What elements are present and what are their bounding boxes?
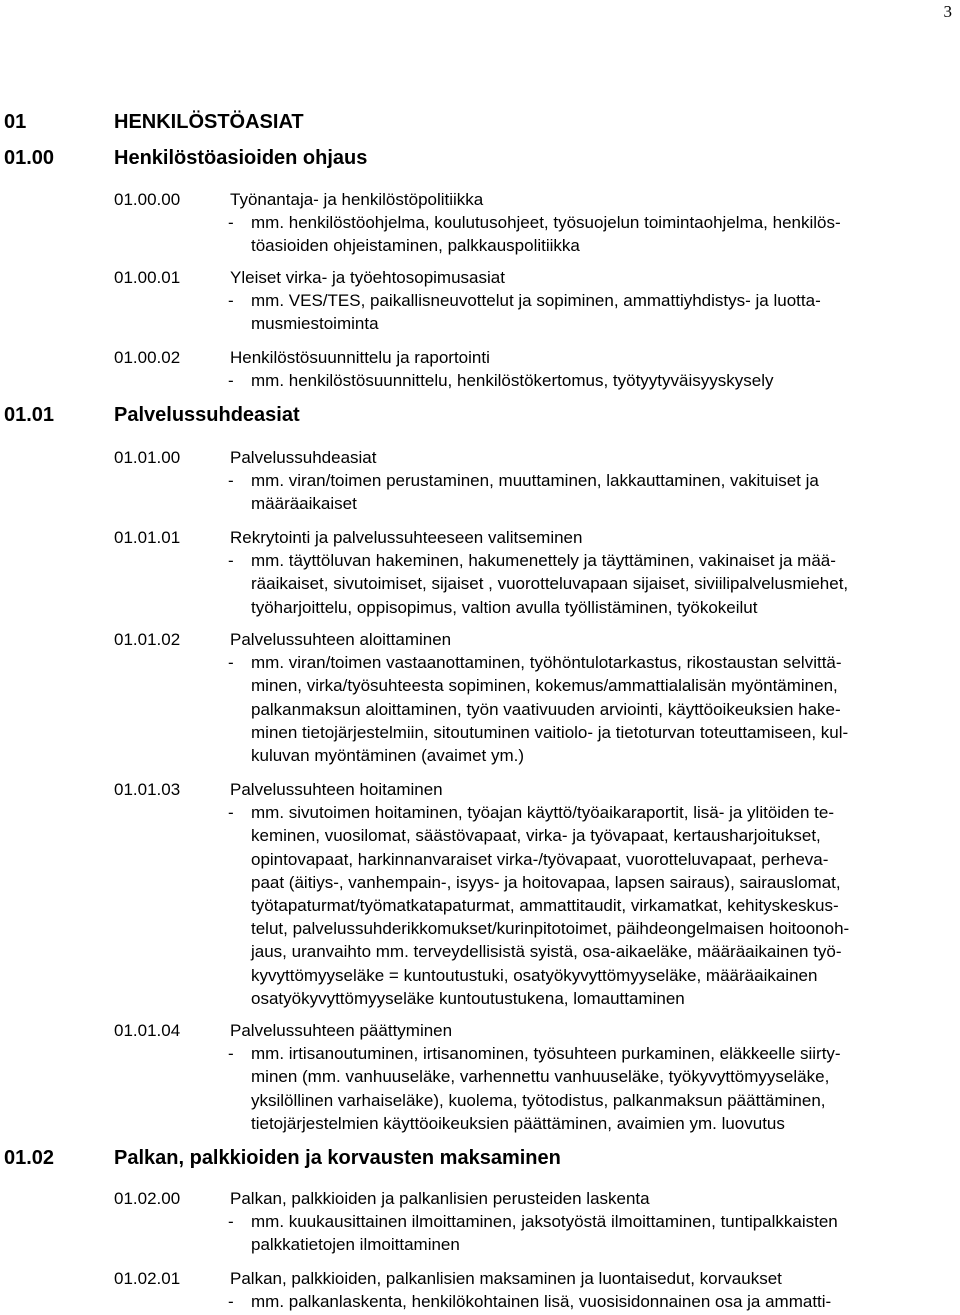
subsection-title: Palvelussuhdeasiat	[114, 404, 300, 426]
entry-title: Rekrytointi ja palvelussuhteeseen valitseminen	[230, 528, 583, 547]
dash: -	[228, 213, 234, 233]
record-entry	[114, 346, 954, 392]
description-line: mm. VES/TES, paikallisneuvottelut ja sopiminen, ammattiyhdistys- ja luotta-	[251, 291, 821, 311]
description-line: minen (mm. vanhuuseläke, varhennettu vanhuuseläke, työkyvyttömyyseläke,	[251, 1067, 830, 1087]
dash: -	[228, 551, 234, 571]
subsection-title: Palkan, palkkioiden ja korvausten maksaminen	[114, 1147, 561, 1169]
entry-code: 01.01.01	[114, 528, 181, 547]
dash: -	[228, 471, 234, 491]
description-line: mm. henkilöstösuunnittelu, henkilöstökertomus, työtyytyväisyyskysely	[251, 371, 774, 391]
description-line: mm. palkanlaskenta, henkilökohtainen lisä, vuosisidonnainen osa ja ammatti-	[251, 1292, 832, 1312]
record-entry	[114, 628, 954, 767]
subsection-code: 01.00	[4, 147, 55, 169]
record-entry	[114, 778, 954, 1010]
description-line: telut, palvelussuhderikkomukset/kurinpitotoimet, päihdeongelmaisen hoitoonoh-	[251, 919, 850, 939]
entry-code: 01.01.04	[114, 1021, 181, 1040]
dash: -	[228, 653, 234, 673]
description-line: minen tietojärjestelmiin, sitoutuminen vaitiolo- ja tietoturvan toteuttamiseen, kul-	[251, 722, 849, 742]
dash: -	[228, 1212, 234, 1232]
entry-description	[114, 651, 954, 767]
section-heading	[4, 110, 304, 134]
entry-description	[114, 469, 954, 515]
record-entry	[114, 1267, 954, 1313]
entry-code: 01.02.01	[114, 1269, 181, 1288]
entry-code: 01.00.00	[114, 190, 181, 209]
record-entry	[114, 1019, 954, 1135]
description-line: räaikaiset, sivutoimiset, sijaiset , vuorotteluvapaan sijaiset, siviilipalvelusmiehet,	[251, 574, 849, 594]
entry-description	[114, 801, 954, 1010]
record-entry	[114, 188, 954, 258]
entry-code: 01.01.03	[114, 780, 181, 799]
entry-code: 01.02.00	[114, 1189, 181, 1208]
entry-code: 01.01.00	[114, 448, 181, 467]
description-line: mm. viran/toimen perustaminen, muuttaminen, lakkauttaminen, vakituiset ja	[251, 471, 819, 491]
description-line: paat (äitiys-, vanhempain-, isyys- ja hoitovapaa, lapsen sairaus), sairauslomat,	[251, 872, 841, 892]
description-line: mm. täyttöluvan hakeminen, hakumenettely ja täyttäminen, vakinaiset ja mää-	[251, 551, 836, 571]
entry-title: Yleiset virka- ja työehtosopimusasiat	[230, 268, 505, 287]
subsection-code: 01.02	[4, 1147, 55, 1169]
section-code: 01	[4, 111, 27, 133]
entry-description	[114, 289, 954, 335]
description-line: mm. kuukausittainen ilmoittaminen, jaksotyöstä ilmoittaminen, tuntipalkkaisten	[251, 1212, 838, 1232]
entry-code: 01.01.02	[114, 630, 181, 649]
subsection-code: 01.01	[4, 404, 55, 426]
entry-title: Palvelussuhdeasiat	[230, 448, 377, 467]
subsection-heading	[4, 146, 367, 170]
entry-title: Palvelussuhteen hoitaminen	[230, 780, 443, 799]
description-line: mm. sivutoimen hoitaminen, työajan käyttö/työaikaraportit, lisä- ja ylitöiden te-	[251, 803, 834, 823]
dash: -	[228, 1044, 234, 1064]
entry-title: Palkan, palkkioiden, palkanlisien maksaminen ja luontaisedut, korvaukset	[230, 1269, 782, 1288]
entry-code: 01.00.01	[114, 268, 181, 287]
subsection-heading	[4, 1146, 561, 1170]
description-line: työtapaturmat/työmatkatapaturmat, ammattitaudit, virkamatkat, kehityskeskus-	[251, 896, 839, 916]
record-entry	[114, 1187, 954, 1257]
description-line: määräaikaiset	[251, 494, 357, 514]
entry-title: Palvelussuhteen päättyminen	[230, 1021, 453, 1040]
page-number: 3	[943, 2, 952, 21]
description-line: keminen, vuosilomat, säästövapaat, virka- ja työvapaat, kertausharjoitukset,	[251, 826, 821, 846]
description-line: mm. viran/toimen vastaanottaminen, työhöntulotarkastus, rikostaustan selvittä-	[251, 653, 842, 673]
dash: -	[228, 371, 234, 391]
entry-description	[114, 369, 954, 392]
record-entry	[114, 266, 954, 336]
description-line: opintovapaat, harkinnanvaraiset virka-/työvapaat, vuorotteluvapaat, perheva-	[251, 849, 829, 869]
subsection-title: Henkilöstöasioiden ohjaus	[114, 147, 368, 169]
entry-description	[114, 1042, 954, 1135]
description-line: mm. irtisanoutuminen, irtisanominen, työsuhteen purkaminen, eläkkeelle siirty-	[251, 1044, 841, 1064]
record-entry	[114, 446, 954, 516]
description-line: jaus, uranvaihto mm. terveydellisistä syistä, osa-aikaeläke, määräaikainen työ-	[251, 942, 842, 962]
record-entry	[114, 526, 954, 619]
dash: -	[228, 803, 234, 823]
entry-title: Palvelussuhteen aloittaminen	[230, 630, 452, 649]
entry-code: 01.00.02	[114, 348, 181, 367]
entry-title: Henkilöstösuunnittelu ja raportointi	[230, 348, 490, 367]
dash: -	[228, 291, 234, 311]
description-line: kyvyttömyyseläke = kuntoutustuki, osatyökyvyttömyyseläke, määräaikainen	[251, 965, 818, 985]
description-line: minen, virka/työsuhteesta sopiminen, kokemus/ammattialalisän myöntäminen,	[251, 676, 838, 696]
entry-title: Palkan, palkkioiden ja palkanlisien perusteiden laskenta	[230, 1189, 650, 1208]
description-line: palkkatietojen ilmoittaminen	[251, 1235, 460, 1255]
entry-description	[114, 211, 954, 257]
description-line: mm. henkilöstöohjelma, koulutusohjeet, työsuojelun toimintaohjelma, henkilös-	[251, 213, 841, 233]
entry-title: Työnantaja- ja henkilöstöpolitiikka	[230, 190, 484, 209]
description-line: tietojärjestelmien käyttöoikeuksien päättäminen, avaimien ym. luovutus	[251, 1113, 785, 1133]
entry-description	[114, 549, 954, 619]
description-line: kuluvan myöntäminen (avaimet ym.)	[251, 746, 525, 766]
description-line: töasioiden ohjeistaminen, palkkauspolitiikka	[251, 236, 580, 256]
description-line: musmiestoiminta	[251, 314, 379, 334]
description-line: osatyökyvyttömyyseläke kuntoutustukena, lomauttaminen	[251, 988, 685, 1008]
subsection-heading	[4, 403, 300, 427]
description-line: työharjoittelu, oppisopimus, valtion avulla työllistäminen, työkokeilut	[251, 597, 758, 617]
dash: -	[228, 1292, 234, 1312]
description-line: yksilöllinen varhaiseläke), kuolema, työtodistus, palkanmaksun päättäminen,	[251, 1090, 826, 1110]
description-line: palkanmaksun aloittaminen, työn vaativuuden arviointi, käyttöoikeuksien hake-	[251, 699, 841, 719]
entry-description	[114, 1210, 954, 1256]
entry-description	[114, 1290, 954, 1313]
section-title: HENKILÖSTÖASIAT	[114, 111, 304, 133]
